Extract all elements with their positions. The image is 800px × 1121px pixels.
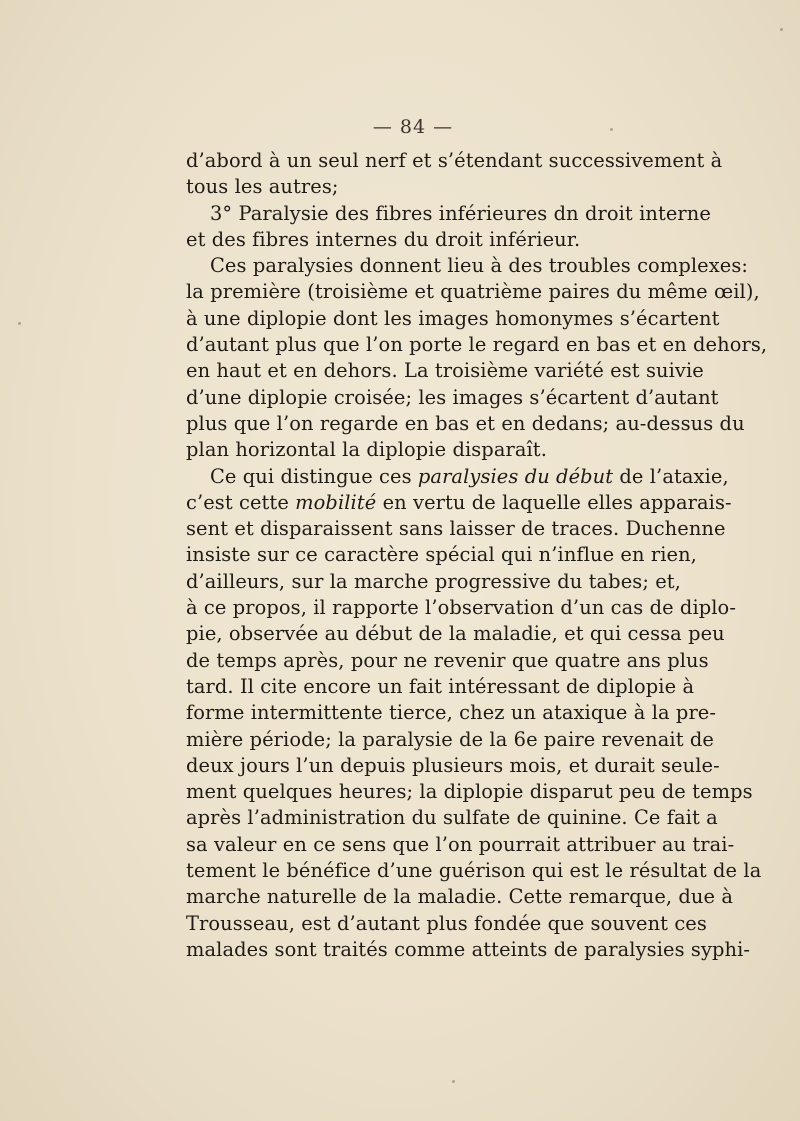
paper-speck xyxy=(780,28,783,31)
text-line: pie, observée au début de la maladie, et qui cessa peu xyxy=(186,622,725,646)
paper-speck xyxy=(18,322,21,325)
text-line: la première (troisième et quatrième paires du même œil), xyxy=(186,280,760,304)
text-line: c’est cette mobilité en vertu de laquelle elles apparais- xyxy=(186,490,732,514)
paper-speck xyxy=(452,1080,455,1083)
text-line: d’autant plus que l’on porte le regard en bas et en dehors, xyxy=(186,333,768,357)
text-line: Ce qui distingue ces paralysies du début de l’ataxie, xyxy=(210,464,729,488)
text-line: forme intermittente tierce, chez un ataxique à la pre- xyxy=(186,701,717,725)
text-line: 3° Paralysie des fibres inférieures dn droit interne xyxy=(210,201,711,225)
text-line: et des fibres internes du droit inférieur. xyxy=(186,227,581,251)
text-line: plan horizontal la diplopie disparaît. xyxy=(186,438,547,462)
text-line: à une diplopie dont les images homonymes s’écartent xyxy=(186,306,720,330)
text-line: tous les autres; xyxy=(186,175,339,199)
text-line: en haut et en dehors. La troisième variété est suivie xyxy=(186,359,704,383)
italic-phrase: paralysies du début xyxy=(417,464,614,488)
text-line: sent et disparaissent sans laisser de traces. Duchenne xyxy=(186,517,726,541)
text-line: de temps après, pour ne revenir que quatre ans plus xyxy=(186,648,709,672)
text-line: sa valeur en ce sens que l’on pourrait attribuer au trai- xyxy=(186,832,735,856)
paper-speck xyxy=(610,128,613,131)
text-line: d’abord à un seul nerf et s’étendant successivement à xyxy=(186,149,723,172)
text-line: insiste sur ce caractère spécial qui n’influe en rien, xyxy=(186,543,697,567)
page-number: — 84 — xyxy=(372,116,454,138)
text-line: Trousseau, est d’autant plus fondée que souvent ces xyxy=(186,911,707,935)
italic-phrase: mobilité xyxy=(295,490,377,514)
text-line: deux jours l’un depuis plusieurs mois, et durait seule- xyxy=(186,753,720,777)
text-line: d’une diplopie croisée; les images s’écartent d’autant xyxy=(186,385,719,409)
text-line: ment quelques heures; la diplopie disparut peu de temps xyxy=(186,780,753,804)
text-line: mière période; la paralysie de la 6e paire revenait de xyxy=(186,727,714,751)
text-line: malades sont traités comme atteints de paralysies syphi- xyxy=(186,937,751,961)
text-line: marche naturelle de la maladie. Cette remarque, due à xyxy=(186,885,734,909)
text-line: après l’administration du sulfate de quinine. Ce fait a xyxy=(186,806,718,830)
text-line: tard. Il cite encore un fait intéressant de diplopie à xyxy=(186,674,695,698)
text-line: plus que l’on regarde en bas et en dedans; au-dessus du xyxy=(186,411,745,435)
text-line: d’ailleurs, sur la marche progressive du tabes; et, xyxy=(186,569,681,593)
text-line: à ce propos, il rapporte l’observation d’un cas de diplo- xyxy=(186,596,736,620)
body-text xyxy=(186,148,768,963)
text-line: Ces paralysies donnent lieu à des troubles complexes: xyxy=(210,254,749,278)
text-line: tement le bénéfice d’une guérison qui est le résultat de la xyxy=(186,859,762,883)
